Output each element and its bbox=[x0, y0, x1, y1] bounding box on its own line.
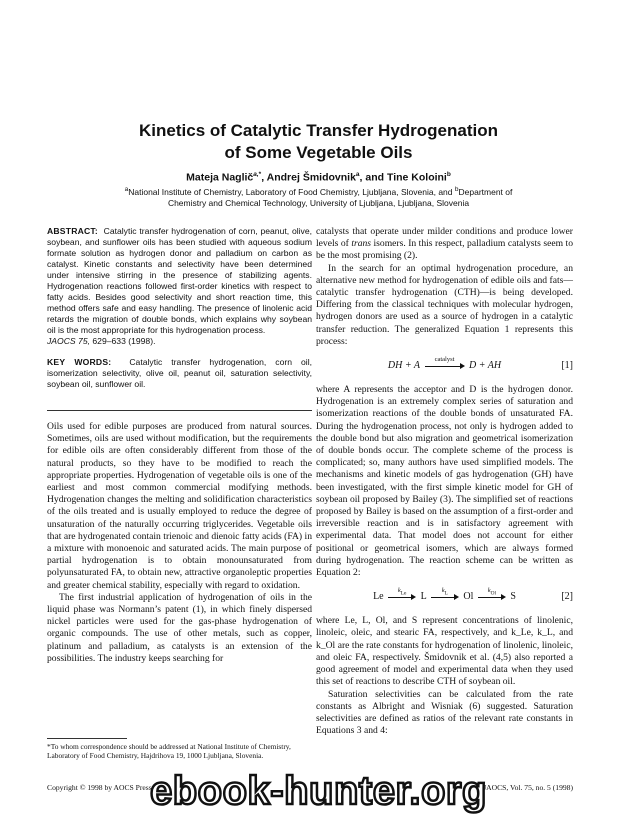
abstract-divider bbox=[47, 410, 312, 411]
citation-pages: 629–633 (1998). bbox=[90, 336, 156, 346]
correspondence-footnote: *To whom correspondence should be addressed at National Institute of Chemistry, Laboratory of Food Chemistry, Hajdrihova 19, 1000 Ljubljana, Slovenia. bbox=[47, 742, 291, 761]
author-1-affil: a,* bbox=[253, 171, 262, 178]
eq1-lhs: DH + A bbox=[387, 360, 420, 372]
affiliations: $^a$National Institute of Chemistry, Laboratory of Food Chemistry, Ljubljana, Slovenia, and $^b$Department of Chemistry and Chemical Technology, University of Ljubljana, Ljubljana, Slovenia bbox=[124, 186, 513, 208]
citation-journal: JAOCS 75, bbox=[47, 336, 90, 346]
eq1-rhs: D + AH bbox=[469, 360, 502, 372]
title-line-1: Kinetics of Catalytic Transfer Hydrogenation bbox=[139, 121, 498, 140]
body-paragraph: In the search for an optimal hydrogenation procedure, an alternative new method for hydrogenation of edible oils and fats—catalytic transfer hydrogenation (CTH)—is being developed. Differing from the classical techniques with molecular hydrogen, hydrogen donors are used as a source of hydrogen in a catalytic transfer reduction. The generalized Equation 1 represents this process: bbox=[316, 262, 573, 347]
author-1: Mateja Naglič bbox=[186, 171, 254, 184]
footnote-divider bbox=[47, 738, 127, 739]
equation-1 bbox=[316, 354, 573, 380]
article-title bbox=[0, 120, 637, 164]
body-paragraph: where A represents the acceptor and D is the hydrogen donor. Hydrogenation is an extremely complex series of saturation and isomerization reactions of the double bonds of unsaturated FA. During the hydrogenation process, not only is hydrogen added to the double bond but also migration and geometrical isomerization of double bonds occur. The complete scheme of the process is complicated; so, many authors have used simplified models. The mechanisms and kinetic models of gas hydrogenation (GH) have been investigated, with the first simple kinetic model for GH of soybean oil proposed by Bailey (3). The simplified set of reactions proposed by Bailey is based on the assumption of a first-order and irreversible reaction and is in satisfactory agreement with experimental data. That model does not account for either positional or geometrical isomers, which are always formed during hydrogenation. The reaction scheme can be written as Equation 2: bbox=[316, 384, 573, 579]
keywords-text: Catalytic transfer hydrogenation, corn oil, isomerization selectivity, olive oil, peanut oil, saturation selectivity, soybean oil, sunflower oil. bbox=[47, 357, 312, 389]
reaction-arrow: catalyst bbox=[425, 361, 465, 371]
keywords bbox=[47, 357, 312, 390]
title-line-2: of Some Vegetable Oils bbox=[224, 143, 413, 162]
author-3: , and Tine Koloini bbox=[359, 171, 447, 184]
body-paragraph: Saturation selectivities can be calculated from the rate constants as Albright and Wisniak (6) suggested. Saturation selectivities are defined as ratios of the relevant rate constants in Equations 3 and 4: bbox=[316, 688, 573, 737]
left-column bbox=[47, 226, 312, 665]
body-paragraph: The first industrial application of hydrogenation of oils in the liquid phase was Normann’s patent (1), in which finely dispersed nickel particles were used for the gas-phase hydrogenation of organic compounds. The use of other metals, such as copper, platinum and palladium, as catalysts is an extension of the possibilities. The industry keeps searching for bbox=[47, 591, 312, 664]
reaction-arrow: $k_{Ol}$ bbox=[478, 592, 506, 602]
abstract-label: ABSTRACT: bbox=[47, 226, 98, 236]
body-paragraph: catalysts that operate under milder conditions and produce lower levels of trans isomers. In this respect, palladium catalysts seem to be the most promising (2). bbox=[316, 226, 573, 262]
journal-footer: JAOCS, Vol. 75, no. 5 (1998) bbox=[483, 783, 573, 792]
abstract bbox=[47, 226, 312, 347]
body-paragraph: where Le, L, Ol, and S represent concentrations of linolenic, linoleic, oleic, and stearic FA, respectively, and k_Le, k_L, and k_Ol are the rate constants for hydrogenation of linolenic, linoleic, and oleic FA, respectively. Šmidovnik et al. (4,5) also reported a good agreement of model and experimental data when they used this set of reactions to describe CTH of soybean oil. bbox=[316, 615, 573, 688]
copyright-footer: Copyright © 1998 by AOCS Press bbox=[47, 783, 152, 792]
right-column bbox=[316, 226, 573, 737]
keywords-label: KEY WORDS: bbox=[47, 357, 112, 367]
equation-number: [2] bbox=[561, 591, 573, 603]
author-list bbox=[0, 168, 637, 185]
body-paragraph: Oils used for edible purposes are produced from natural sources. Sometimes, oils are used without modification, but the requirements for edible oils are often considerably different from those of the natural products, so they have to be modified to reach the appropriate properties. Hydrogenation of vegetable oils is one of the earliest and most common commercial modifying methods. Hydrogenation changes the melting and solidification characteristics of the oils treated and is usually employed to reduce the degree of unsaturation of the naturally occurring triglycerides. Vegetable oils that are hydrogenated contain trienoic and dienoic fatty acids (FA) in a mixture with monoenoic and saturated acids. The main purpose of partial hydrogenation is to obtain monounsaturated from polyunsaturated FA, to obtain new, attractive organoleptic properties and greater chemical stability, especially with regard to oxidation. bbox=[47, 421, 312, 591]
author-2: , Andrej Šmidovnik bbox=[261, 171, 356, 184]
equation-2: Le $k_{Le}$ L $k_L$ Ol $k_{Ol}$ S [2] bbox=[373, 586, 573, 603]
equation-number: [1] bbox=[561, 360, 573, 372]
watermark: ebook-hunter.org bbox=[150, 769, 487, 813]
author-3-affil: b bbox=[446, 171, 451, 178]
reaction-arrow: $k_L$ bbox=[431, 592, 459, 602]
reaction-arrow: $k_{Le}$ bbox=[388, 592, 416, 602]
author-2-affil: a bbox=[355, 171, 360, 178]
abstract-text: Catalytic transfer hydrogenation of corn, peanut, olive, soybean, and sunflower oils has been studied with aqueous sodium formate solution as hydrogen donor and palladium on carbon as catalyst. Kinetic constants and selectivity have been determined under intensive stirring in the presence of stabilizing agents. Hydrogenation reactions followed first-order kinetics with respect to fatty acids. Besides good selectivity and short reaction time, this method offers safe and easy handling. The presence of linolenic acid retards the migration of double bonds, which explains why soybean oil is the most appropriate for this hydrogenation process. bbox=[47, 226, 313, 335]
